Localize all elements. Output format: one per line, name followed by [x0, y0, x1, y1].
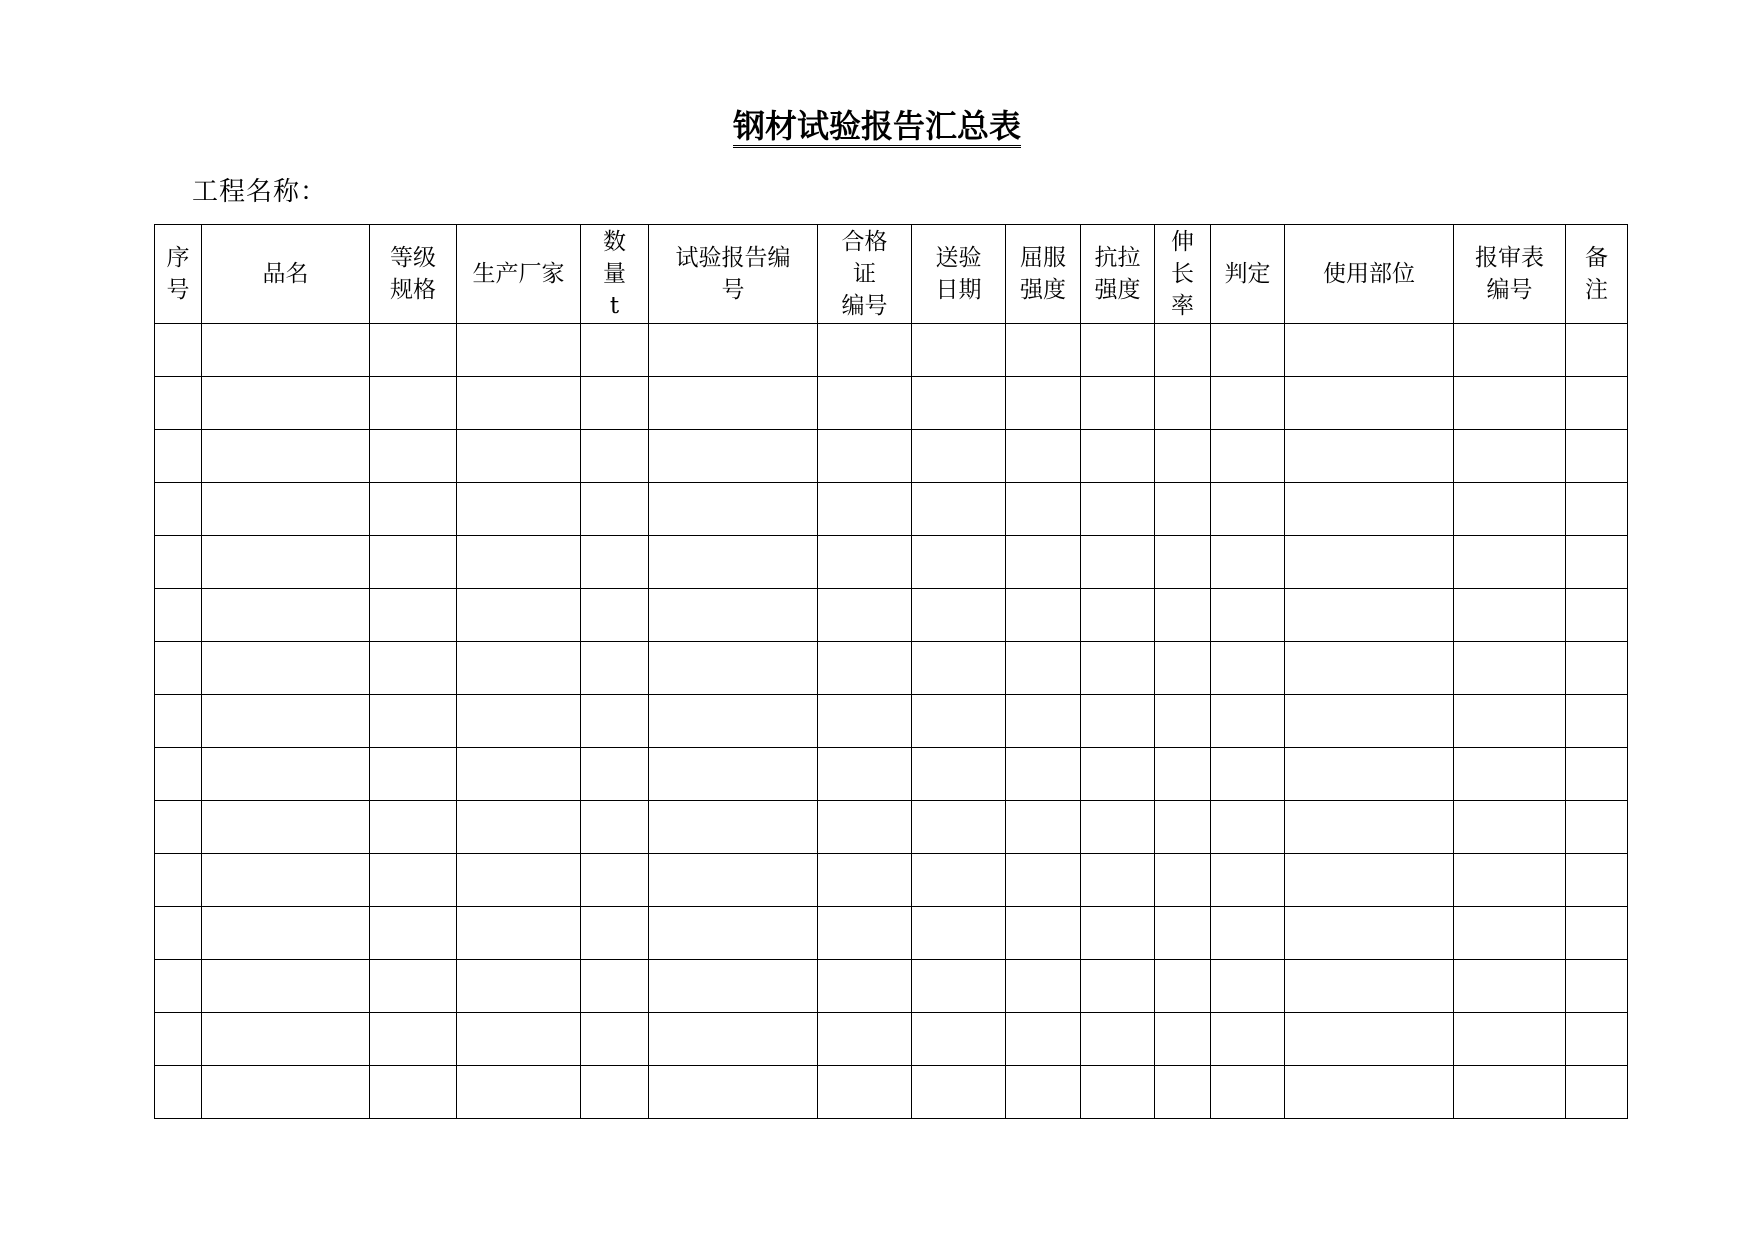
table-cell	[1285, 536, 1454, 589]
table-cell	[912, 1066, 1006, 1119]
table-cell	[155, 854, 202, 907]
header-manufacturer	[457, 225, 581, 324]
table-cell	[155, 589, 202, 642]
table-cell	[1566, 854, 1628, 907]
table-cell	[581, 907, 649, 960]
table-cell	[1081, 907, 1155, 960]
table-cell	[1155, 536, 1211, 589]
table-cell	[1285, 430, 1454, 483]
table-cell	[649, 801, 818, 854]
table-cell	[818, 1066, 912, 1119]
table-cell	[1454, 324, 1566, 377]
table-cell	[1211, 907, 1285, 960]
table-cell	[370, 483, 457, 536]
header-remarks	[1566, 225, 1628, 324]
table-cell	[581, 377, 649, 430]
table-cell	[1211, 1066, 1285, 1119]
table-cell	[1285, 589, 1454, 642]
table-cell	[1155, 589, 1211, 642]
table-cell	[155, 801, 202, 854]
table-cell	[912, 854, 1006, 907]
table-cell	[649, 1066, 818, 1119]
table-cell	[1454, 430, 1566, 483]
table-cell	[155, 1013, 202, 1066]
table-cell	[1454, 377, 1566, 430]
table-cell	[1211, 960, 1285, 1013]
table-cell	[1006, 430, 1081, 483]
table-cell	[1454, 695, 1566, 748]
header-certificate-number-text: 合格 证 编号	[841, 229, 888, 319]
header-product-name-text: 品名	[262, 261, 309, 287]
table-cell	[457, 1013, 581, 1066]
table-cell	[370, 1013, 457, 1066]
table-cell	[581, 324, 649, 377]
table-cell	[1006, 748, 1081, 801]
table-cell	[912, 536, 1006, 589]
table-row	[155, 642, 1628, 695]
header-judgment	[1211, 225, 1285, 324]
table-cell	[649, 748, 818, 801]
table-cell	[1566, 907, 1628, 960]
table-row	[155, 589, 1628, 642]
header-usage-location	[1285, 225, 1454, 324]
table-cell	[1285, 483, 1454, 536]
table-row	[155, 1013, 1628, 1066]
table-cell	[1211, 536, 1285, 589]
header-elongation-text: 伸 长 率	[1171, 229, 1194, 319]
table-cell	[912, 377, 1006, 430]
table-row	[155, 1066, 1628, 1119]
table-cell	[1454, 536, 1566, 589]
table-cell	[649, 1013, 818, 1066]
table-cell	[1081, 1066, 1155, 1119]
table-cell	[1155, 642, 1211, 695]
table-cell	[457, 854, 581, 907]
table-cell	[155, 695, 202, 748]
table-cell	[202, 642, 370, 695]
table-cell	[1006, 801, 1081, 854]
table-cell	[1566, 801, 1628, 854]
table-cell	[1006, 695, 1081, 748]
table-cell	[1006, 589, 1081, 642]
table-cell	[1081, 536, 1155, 589]
table-cell	[818, 483, 912, 536]
table-header-row	[155, 225, 1628, 324]
header-review-form-number	[1454, 225, 1566, 324]
table-cell	[1566, 324, 1628, 377]
table-cell	[1454, 907, 1566, 960]
table-cell	[912, 1013, 1006, 1066]
table-cell	[202, 483, 370, 536]
table-cell	[1566, 960, 1628, 1013]
header-judgment-text: 判定	[1224, 261, 1271, 287]
table-cell	[1566, 1066, 1628, 1119]
table-cell	[912, 483, 1006, 536]
table-cell	[155, 1066, 202, 1119]
table-cell	[581, 695, 649, 748]
table-cell	[581, 801, 649, 854]
header-usage-location-text: 使用部位	[1323, 261, 1415, 287]
table-cell	[1211, 695, 1285, 748]
table-cell	[1566, 589, 1628, 642]
table-cell	[1285, 1013, 1454, 1066]
table-row	[155, 960, 1628, 1013]
table-row	[155, 748, 1628, 801]
header-test-report-number	[649, 225, 818, 324]
table-cell	[155, 642, 202, 695]
table-cell	[1006, 642, 1081, 695]
table-cell	[1566, 377, 1628, 430]
table-cell	[1454, 960, 1566, 1013]
table-cell	[649, 854, 818, 907]
table-cell	[1006, 324, 1081, 377]
table-cell	[649, 642, 818, 695]
table-cell	[1454, 483, 1566, 536]
table-cell	[1155, 801, 1211, 854]
table-cell	[649, 536, 818, 589]
table-cell	[457, 960, 581, 1013]
table-cell	[370, 854, 457, 907]
table-cell	[1081, 430, 1155, 483]
header-submission-date	[912, 225, 1006, 324]
table-row	[155, 854, 1628, 907]
table-cell	[1155, 483, 1211, 536]
table-cell	[1285, 907, 1454, 960]
table-cell	[818, 377, 912, 430]
table-cell	[155, 324, 202, 377]
table-cell	[1081, 748, 1155, 801]
table-cell	[1155, 907, 1211, 960]
table-cell	[1454, 1066, 1566, 1119]
header-yield-strength	[1006, 225, 1081, 324]
table-cell	[1155, 430, 1211, 483]
table-cell	[1285, 801, 1454, 854]
table-row	[155, 907, 1628, 960]
table-cell	[1155, 1066, 1211, 1119]
table-cell	[202, 377, 370, 430]
table-cell	[1006, 960, 1081, 1013]
table-cell	[202, 907, 370, 960]
table-cell	[1081, 695, 1155, 748]
table-cell	[1285, 748, 1454, 801]
table-cell	[370, 589, 457, 642]
header-quantity-text: 数 量 t	[603, 229, 626, 319]
table-cell	[818, 748, 912, 801]
table-cell	[581, 748, 649, 801]
table-cell	[649, 695, 818, 748]
table-cell	[1081, 1013, 1155, 1066]
table-cell	[457, 1066, 581, 1119]
table-cell	[202, 801, 370, 854]
header-serial-number	[155, 225, 202, 324]
table-cell	[1454, 801, 1566, 854]
table-cell	[1006, 854, 1081, 907]
table-cell	[457, 589, 581, 642]
table-cell	[457, 377, 581, 430]
table-cell	[1006, 377, 1081, 430]
table-cell	[457, 483, 581, 536]
table-cell	[649, 960, 818, 1013]
table-cell	[1566, 748, 1628, 801]
document-title-text: 钢材试验报告汇总表	[733, 107, 1021, 148]
table-cell	[1211, 1013, 1285, 1066]
table-cell	[370, 430, 457, 483]
table-cell	[1081, 324, 1155, 377]
header-grade-spec	[370, 225, 457, 324]
table-cell	[581, 1013, 649, 1066]
table-cell	[1155, 377, 1211, 430]
header-product-name	[202, 225, 370, 324]
table-cell	[1211, 589, 1285, 642]
table-cell	[818, 960, 912, 1013]
table-cell	[1454, 1013, 1566, 1066]
table-row	[155, 695, 1628, 748]
table-cell	[1081, 642, 1155, 695]
table-cell	[1566, 430, 1628, 483]
table-cell	[370, 642, 457, 695]
table-cell	[370, 960, 457, 1013]
table-cell	[1081, 589, 1155, 642]
table-cell	[1285, 695, 1454, 748]
table-cell	[912, 430, 1006, 483]
table-cell	[1155, 324, 1211, 377]
table-cell	[912, 748, 1006, 801]
table-cell	[457, 536, 581, 589]
table-cell	[457, 642, 581, 695]
table-cell	[581, 642, 649, 695]
table-cell	[818, 907, 912, 960]
table-cell	[1566, 1013, 1628, 1066]
table-cell	[1081, 377, 1155, 430]
table-cell	[202, 589, 370, 642]
table-cell	[818, 589, 912, 642]
table-cell	[1285, 960, 1454, 1013]
table-cell	[155, 536, 202, 589]
header-remarks-text: 备 注	[1585, 245, 1608, 303]
table-cell	[1285, 324, 1454, 377]
table-cell	[1155, 854, 1211, 907]
table-cell	[912, 695, 1006, 748]
document-title	[0, 104, 1754, 148]
header-serial-number-text: 序 号	[166, 245, 190, 303]
table-cell	[457, 907, 581, 960]
table-cell	[912, 801, 1006, 854]
header-elongation	[1155, 225, 1211, 324]
table-cell	[818, 642, 912, 695]
table-cell	[581, 483, 649, 536]
table-cell	[1285, 642, 1454, 695]
table-cell	[1006, 1013, 1081, 1066]
table-cell	[1211, 748, 1285, 801]
table-cell	[581, 430, 649, 483]
table-cell	[202, 536, 370, 589]
table-cell	[1566, 536, 1628, 589]
header-certificate-number	[818, 225, 912, 324]
table-cell	[1006, 907, 1081, 960]
table-cell	[649, 483, 818, 536]
header-tensile-strength	[1081, 225, 1155, 324]
table-cell	[202, 854, 370, 907]
table-cell	[818, 801, 912, 854]
table-cell	[581, 1066, 649, 1119]
table-cell	[370, 801, 457, 854]
table-cell	[581, 536, 649, 589]
table-cell	[370, 536, 457, 589]
table-row	[155, 324, 1628, 377]
table-cell	[1211, 854, 1285, 907]
header-grade-spec-text: 等级 规格	[390, 245, 436, 303]
table-cell	[1006, 483, 1081, 536]
table-cell	[155, 483, 202, 536]
table-cell	[155, 960, 202, 1013]
table-cell	[818, 324, 912, 377]
table-cell	[649, 377, 818, 430]
table-cell	[581, 854, 649, 907]
table-cell	[457, 748, 581, 801]
table-cell	[1006, 1066, 1081, 1119]
table-cell	[818, 854, 912, 907]
table-cell	[581, 960, 649, 1013]
table-cell	[1454, 642, 1566, 695]
table-cell	[1285, 854, 1454, 907]
table-row	[155, 430, 1628, 483]
table-cell	[155, 907, 202, 960]
table-cell	[370, 377, 457, 430]
table-cell	[1006, 536, 1081, 589]
table-cell	[370, 907, 457, 960]
table-cell	[155, 377, 202, 430]
header-test-report-number-text: 试验报告编 号	[675, 245, 791, 303]
table-cell	[818, 430, 912, 483]
table-cell	[370, 695, 457, 748]
project-name-label: 工程名称：	[192, 177, 328, 207]
table-cell	[818, 1013, 912, 1066]
table-cell	[1285, 1066, 1454, 1119]
table-cell	[202, 960, 370, 1013]
table-cell	[1081, 483, 1155, 536]
header-manufacturer-text: 生产厂家	[472, 261, 565, 287]
table-cell	[1566, 483, 1628, 536]
table-cell	[1081, 854, 1155, 907]
table-cell	[912, 324, 1006, 377]
table-cell	[1155, 695, 1211, 748]
header-yield-strength-text: 屈服 强度	[1020, 245, 1066, 303]
header-tensile-strength-text: 抗拉 强度	[1094, 245, 1141, 303]
table-cell	[1566, 642, 1628, 695]
table-cell	[1081, 960, 1155, 1013]
table-cell	[1155, 1013, 1211, 1066]
table-cell	[202, 1066, 370, 1119]
table-cell	[1211, 430, 1285, 483]
table-cell	[370, 324, 457, 377]
table-cell	[818, 536, 912, 589]
table-cell	[202, 1013, 370, 1066]
table-cell	[370, 1066, 457, 1119]
table-cell	[1155, 960, 1211, 1013]
table-cell	[457, 324, 581, 377]
table-cell	[912, 907, 1006, 960]
header-submission-date-text: 送验 日期	[935, 245, 982, 303]
table-cell	[1211, 324, 1285, 377]
table-cell	[649, 907, 818, 960]
table-row	[155, 377, 1628, 430]
table-cell	[649, 430, 818, 483]
table-row	[155, 801, 1628, 854]
table-cell	[912, 960, 1006, 1013]
table-cell	[649, 324, 818, 377]
table-cell	[818, 695, 912, 748]
header-quantity	[581, 225, 649, 324]
table-cell	[1211, 483, 1285, 536]
table-cell	[155, 748, 202, 801]
table-cell	[457, 430, 581, 483]
table-cell	[1454, 748, 1566, 801]
header-review-form-number-text: 报审表 编号	[1475, 245, 1544, 303]
table-cell	[1566, 695, 1628, 748]
table-row	[155, 536, 1628, 589]
table-cell	[202, 324, 370, 377]
steel-test-summary-table	[154, 224, 1628, 1119]
table-cell	[370, 748, 457, 801]
table-cell	[912, 589, 1006, 642]
table-cell	[1211, 377, 1285, 430]
table-cell	[1454, 854, 1566, 907]
table-cell	[1211, 801, 1285, 854]
table-cell	[457, 801, 581, 854]
table-cell	[1211, 642, 1285, 695]
table-cell	[155, 430, 202, 483]
table-cell	[1155, 748, 1211, 801]
table-body	[155, 324, 1628, 1119]
table-cell	[1081, 801, 1155, 854]
table-cell	[581, 589, 649, 642]
table-cell	[202, 748, 370, 801]
table-cell	[202, 430, 370, 483]
table-cell	[202, 695, 370, 748]
table-cell	[912, 642, 1006, 695]
table-cell	[649, 589, 818, 642]
table-cell	[457, 695, 581, 748]
table-cell	[1285, 377, 1454, 430]
table-row	[155, 483, 1628, 536]
table-cell	[1454, 589, 1566, 642]
